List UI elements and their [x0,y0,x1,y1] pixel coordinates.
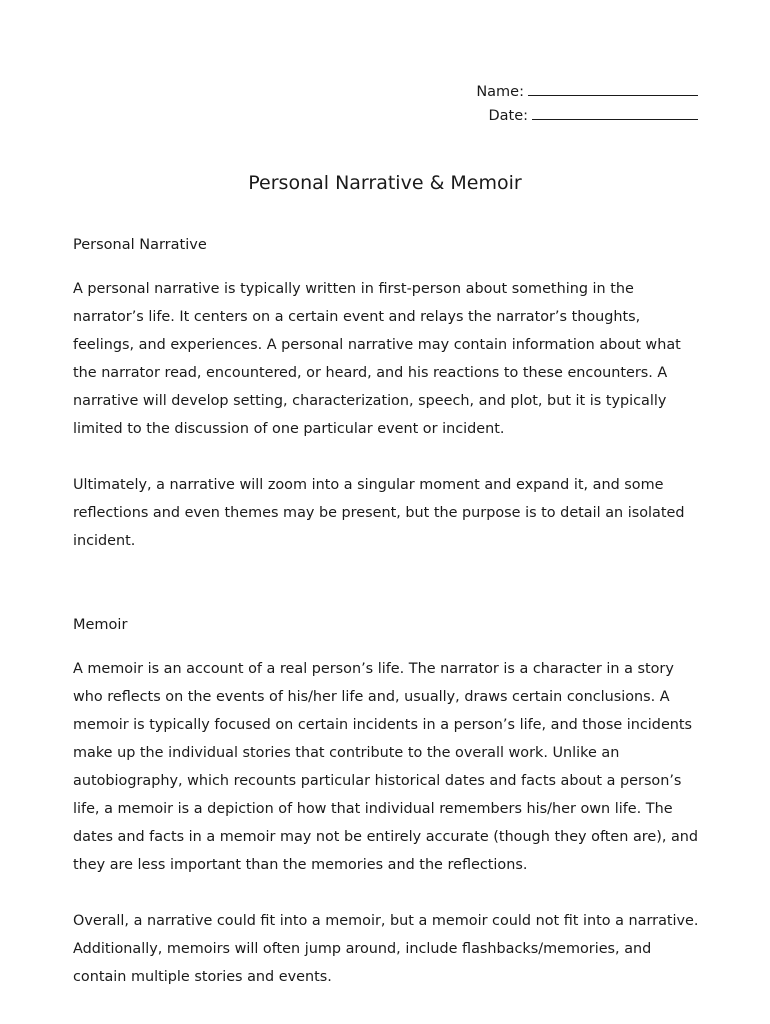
name-field-row [476,80,698,104]
paragraph: A personal narrative is typically written in first-person about something in the narrator’s life. It centers on a certain event and relays the narrator’s thoughts, feelings, and experiences. A personal narrative may contain information about what the narrator read, encountered, or heard, and his reactions to these encounters. A narrative will develop setting, characterization, speech, and plot, but it is typically limited to the discussion of one particular event or incident. [73,281,681,437]
paragraph: Overall, a narrative could fit into a memoir, but a memoir could not fit into a narrative. Additionally, memoirs will often jump around, include flashbacks/memories, and contain multiple stories and events. [73,913,699,985]
paragraph: A memoir is an account of a real person’s life. The narrator is a character in a story who reflects on the events of his/her life and, usually, draws certain conclusions. A memoir is typically focused on certain incidents in a person’s life, and those incidents make up the individual stories that contribute to the overall work. Unlike an autobiography, which recounts particular historical dates and facts about a person’s life, a memoir is a depiction of how that individual remembers his/her own life. The dates and facts in a memoir may not be entirely accurate (though they often are), and they are less important than the memories and the reflections. [73,661,699,873]
section-heading: Memoir [73,617,128,633]
section-memoir [73,611,701,991]
document-body [73,231,701,1019]
name-label: Name: [476,84,524,100]
date-field-row [476,104,698,128]
date-label: Date: [488,108,528,124]
section-spacer [73,583,701,611]
section-personal-narrative [73,231,701,555]
name-blank-line[interactable] [528,81,698,96]
page-title: Personal Narrative & Memoir [248,172,522,194]
date-blank-line[interactable] [532,105,698,120]
section-heading: Personal Narrative [73,237,207,253]
paragraph: Ultimately, a narrative will zoom into a singular moment and expand it, and some reflections and even themes may be present, but the purpose is to detail an isolated incident. [73,477,685,549]
name-date-fields [476,80,698,128]
